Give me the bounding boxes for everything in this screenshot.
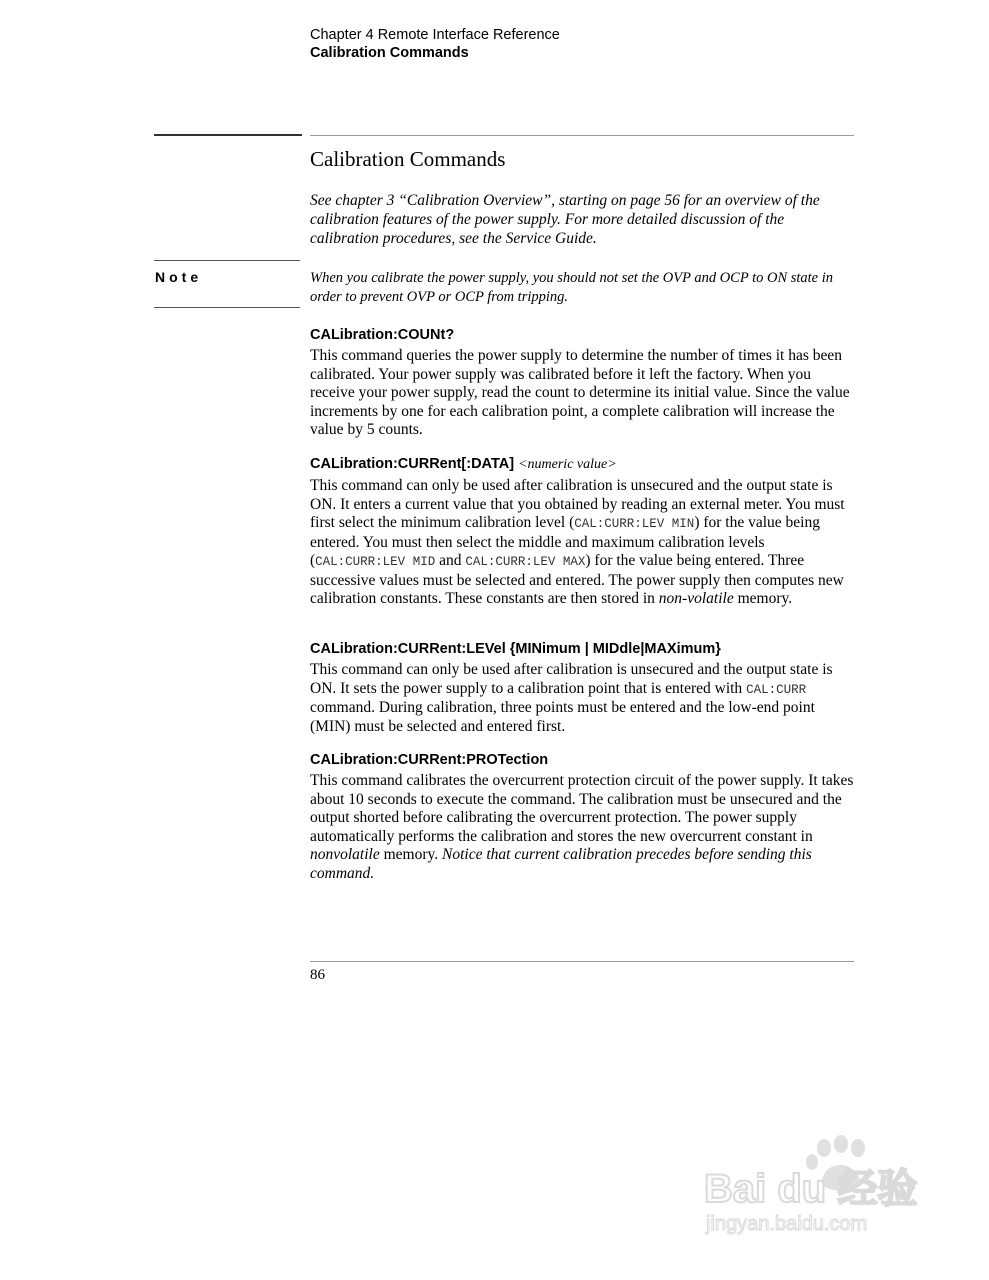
running-head-section: Calibration Commands xyxy=(310,45,469,61)
command-parameter: <numeric value> xyxy=(518,457,617,472)
command-heading-name: CALibration:CURRent[:DATA] xyxy=(310,456,515,472)
emphasis-text: nonvolatile xyxy=(310,846,380,863)
command-heading: CALibration:CURRent:LEVel {MINimum | MIDdle|MAXimum} xyxy=(310,641,721,657)
emphasis-text: non-volatile xyxy=(658,590,734,607)
description-text: ) for the value being entered. Three successive values must be selected and entered. The power supply then computes new calibration constants. These constants are then stored in xyxy=(310,552,844,607)
running-head-chapter: Chapter 4 Remote Interface Reference xyxy=(310,27,560,43)
note-bottom-rule xyxy=(154,307,300,308)
watermark-brand: Bai du 经验 xyxy=(704,1167,918,1211)
description-text: This command calibrates the overcurrent protection circuit of the power supply. It takes about 10 seconds to execute the command. The calibration must be unsecured and the output shorted before calibrating the overcurrent protection. The power supply automatically performs the calibration and stores the new overcurrent constant in xyxy=(310,772,854,845)
command-heading: CALibration:CURRent:PROTection xyxy=(310,752,549,768)
inline-code: CAL:CURR xyxy=(746,682,807,697)
command-current-data xyxy=(310,455,855,609)
command-description: This command queries the power supply to determine the number of times it has been calibrated. Your power supply was calibrated before it left the factory. When you receive your power supply, read the count to determine its initial value. Since the value increments by one for each calibration point, a complete calibration will increase the value by 5 counts. xyxy=(310,347,850,438)
inline-code: CAL:CURR:LEV MAX xyxy=(465,555,586,569)
command-count xyxy=(310,326,855,440)
description-text: memory. xyxy=(379,846,443,863)
command-heading: CALibration:COUNt? xyxy=(310,327,455,343)
watermark-url: jingyan.baidu.com xyxy=(706,1213,868,1235)
description-text: and xyxy=(435,552,466,569)
footer-rule xyxy=(310,961,854,962)
running-head xyxy=(310,26,560,62)
command-heading xyxy=(310,455,855,474)
description-text: command. During calibration, three points must be entered and the low-end point (MIN) must be selected and entered first. xyxy=(310,699,815,735)
note-top-rule xyxy=(154,260,300,261)
inline-code: CAL:CURR:LEV MIN xyxy=(574,517,695,531)
section-title: Calibration Commands xyxy=(310,147,506,171)
command-current-protection xyxy=(310,751,855,883)
page-number: 86 xyxy=(310,967,325,983)
section-intro: See chapter 3 “Calibration Overview”, starting on page 56 for an overview of the calibration features of the power supply. For more detailed discussion of the calibration procedures, see the Service Guide. xyxy=(310,192,820,247)
left-margin-rule xyxy=(154,134,302,136)
italic-notice: Notice that current calibration precedes before sending this command. xyxy=(310,846,812,882)
description-text: ) for the value being entered. You must then select the middle and maximum calibration levels ( xyxy=(310,514,820,569)
command-description xyxy=(310,772,855,883)
section-top-rule xyxy=(310,135,854,136)
description-text: memory. xyxy=(733,590,793,607)
watermark-logo xyxy=(704,1130,934,1240)
description-text: This command can only be used after calibration is unsecured and the output state is ON. It enters a current value that you obtained by reading an external meter. You must first select the minimum calibration level ( xyxy=(310,477,845,531)
note-text: When you calibrate the power supply, you should not set the OVP and OCP to ON state in order to prevent OVP or OCP from tripping. xyxy=(310,270,834,305)
note-label: Note xyxy=(155,269,203,285)
command-current-level xyxy=(310,640,855,736)
command-description xyxy=(310,477,855,609)
description-text: This command can only be used after calibration is unsecured and the output state is ON. It sets the power supply to a calibration point that is entered with xyxy=(310,661,833,697)
command-description xyxy=(310,661,855,736)
inline-code: CAL:CURR:LEV MID xyxy=(315,555,436,569)
